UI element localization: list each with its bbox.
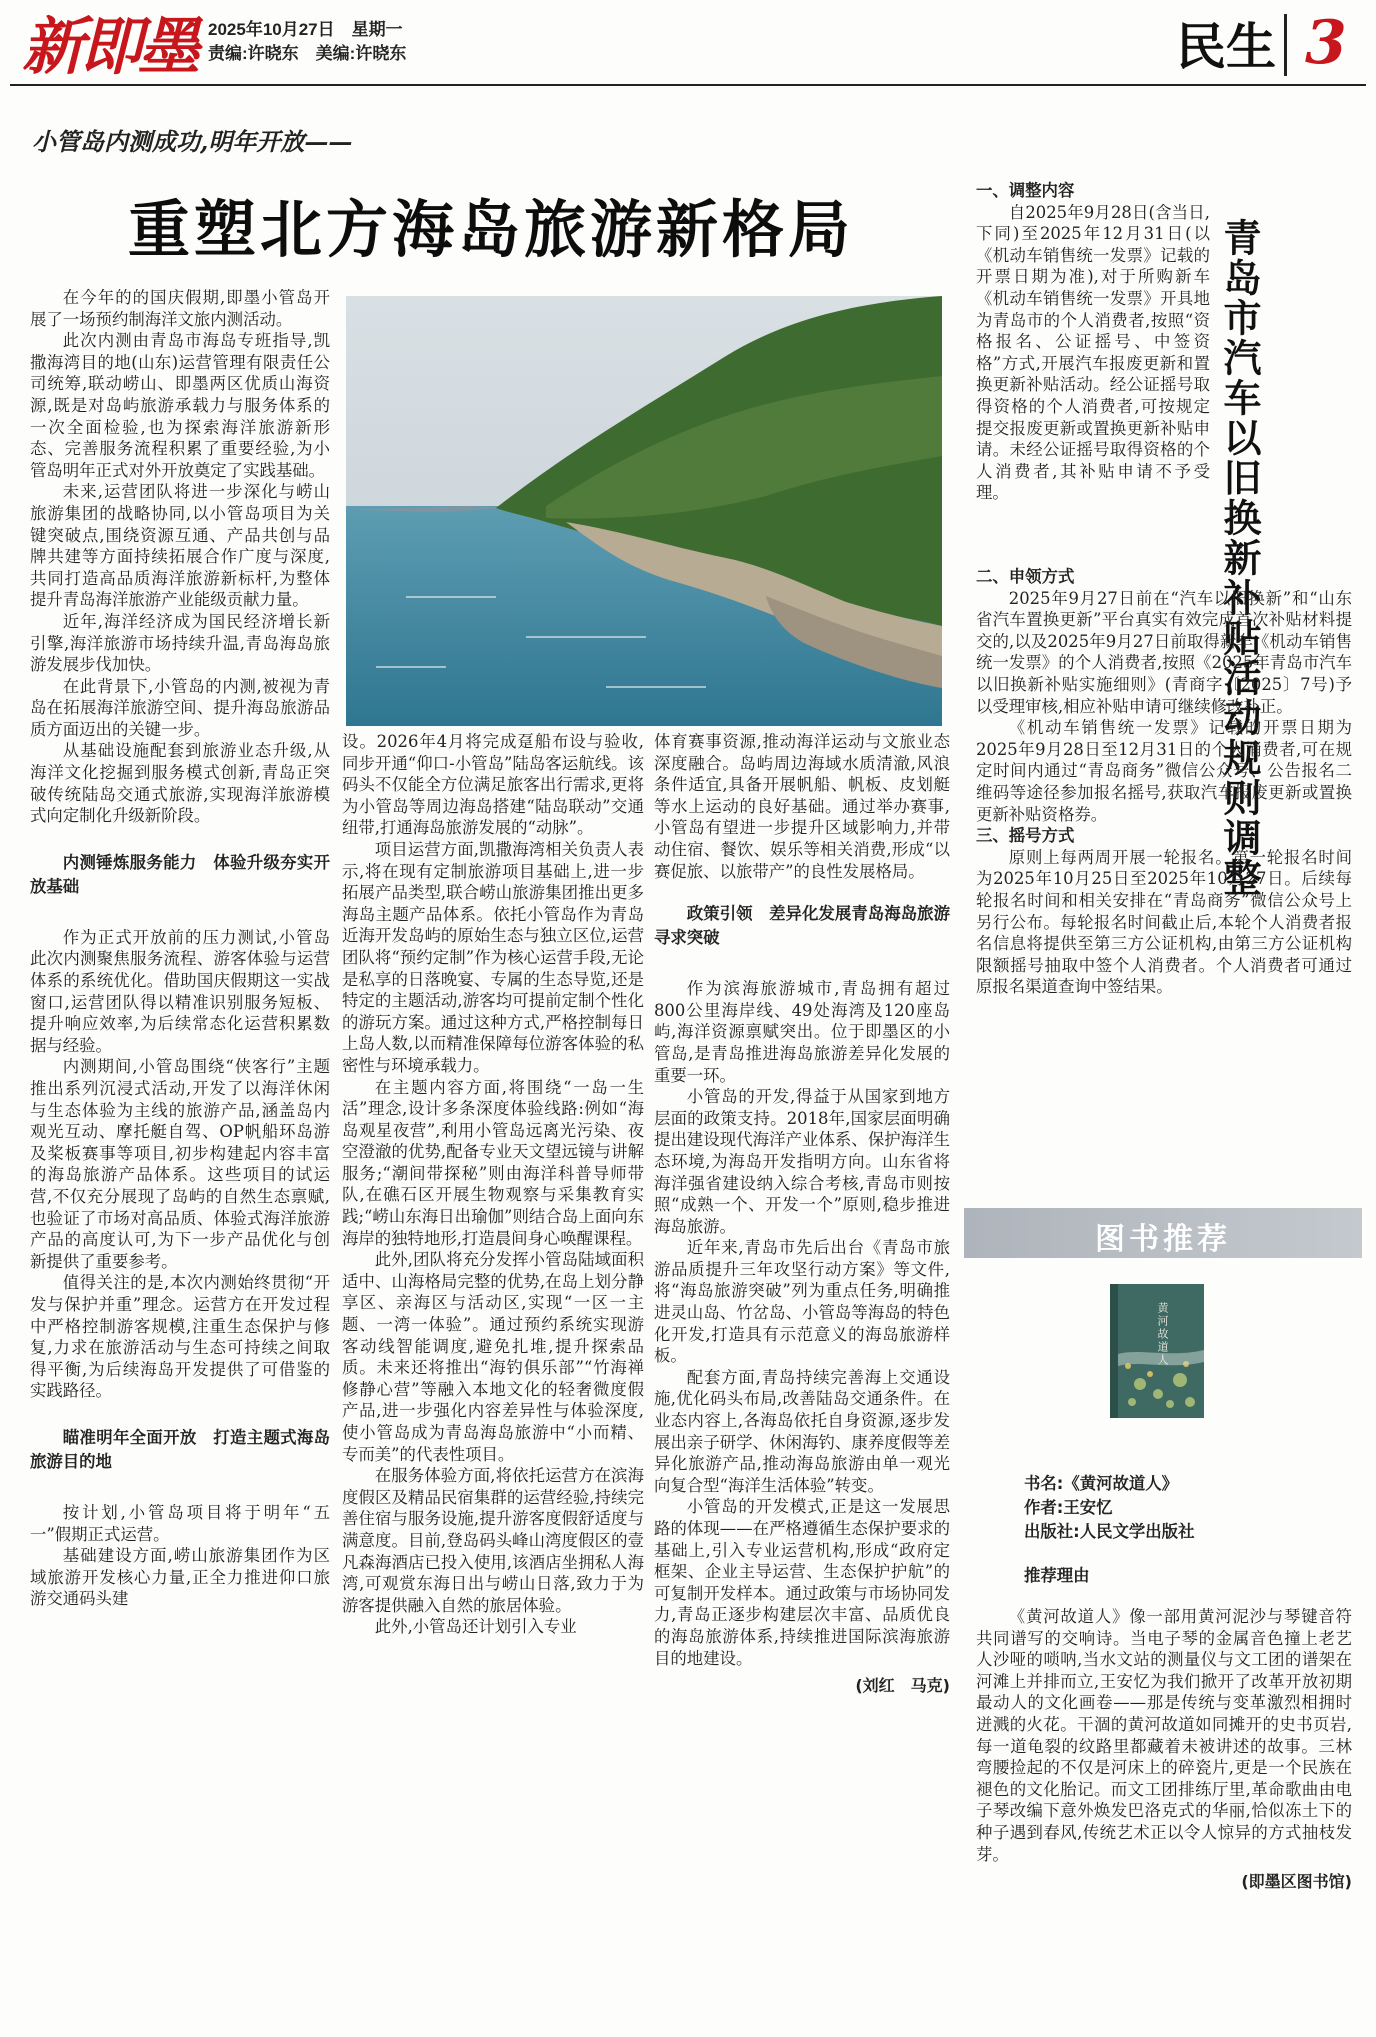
paragraph: 基础建设方面,崂山旅游集团作为区域旅游开发核心力量,正全力推进仰口旅游交通码头建 [30,1546,330,1609]
book-reason-heading: 推荐理由 [1024,1566,1090,1585]
notice-column-top [976,180,1210,504]
page-number: 3 [1305,8,1347,78]
article-headline: 重塑北方海岛旅游新格局 [128,193,855,266]
article-column-1 [30,287,330,1610]
section-name: 民生 [1176,18,1276,76]
editors-line: 责编:许晓东 美编:许晓东 [208,44,407,63]
book-info [1024,1472,1194,1588]
paragraph: 《机动车销售统一发票》记载的开票日期为2025年9月28日至12月31日的个人消费者,可在规定时间内通过“青岛商务”微信公众号、公告报名二维码等途径参加报名摇号,获取汽车报废更新或置换更新补贴资格券。 [976,718,1352,824]
book-signature: (即墨区图书馆) [1241,1872,1352,1892]
paragraph: 未来,运营团队将进一步深化与崂山旅游集团的战略协同,以小管岛项目为关键突破点,围绕资源互通、产品共创与品牌共建等方面持续拓展合作广度与深度,共同打造高品质海洋旅游新标杆,为整体提升青岛海洋旅游产业能级贡献力量。 [30,482,330,610]
paragraph: 值得关注的是,本次内测始终贯彻“开发与保护并重”理念。运营方在开发过程中严格控制游客规模,注重生态保护与修复,力求在旅游活动与生态可持续之间取得平衡,为后续海岛开发提供了可借鉴的实践路径。 [30,1273,330,1401]
article-column-2 [342,731,644,1638]
subheading-service: 内测锤炼服务能力 体验升级夯实开放基础 [30,852,330,896]
paragraph: 从基础设施配套到旅游业态升级,从海洋文化挖掘到服务模式创新,青岛正突破传统陆岛交通式旅游,实现海洋旅游模式向定制化升级新阶段。 [30,741,330,826]
paragraph: 《黄河故道人》像一部用黄河泥沙与琴键音符共同谱写的交响诗。当电子琴的金属音色撞上老艺人沙哑的唢呐,当水文站的测量仪与文工团的谱架在河滩上并排而立,王安忆为我们掀开了改革开放初期最动人的文化画卷——那是传统与变革激烈相拥时迸溅的火花。干涸的黄河故道如同摊开的史书页岩,每一道龟裂的纹路里都藏着未被讲述的故事。三林弯腰捡起的不仅是河床上的碎瓷片,更是一个民族在褪色的文化胎记。而文工团排练厅里,革命歌曲由电子琴改编下意外焕发巴洛克式的华丽,恰似冻土下的种子遇到春风,传统艺术正以令人惊异的方式抽枝发芽。 [976,1607,1352,1864]
paragraph: 此次内测由青岛市海岛专班指导,凯撒海湾目的地(山东)运营管理有限责任公司统筹,联动崂山、即墨两区优质山海资源,既是对岛屿旅游承载力与服务体系的一次全面检验,也为探索海洋旅游新形态、完善服务流程积累了重要经验,为小管岛明年正式对外开放奠定了实践基础。 [30,331,330,480]
paragraph: 作为滨海旅游城市,青岛拥有超过800公里海岸线、49处海湾及120座岛屿,海洋资源禀赋突出。位于即墨区的小管岛,是青岛推进海岛旅游差异化发展的重要一环。 [654,979,950,1085]
subheading-open: 瞄准明年全面开放 打造主题式海岛旅游目的地 [30,1427,330,1471]
issue-date: 2025年10月27日 星期一 [208,20,403,39]
book-title-line: 书名:《黄河故道人》 [1024,1474,1179,1493]
paragraph: 近年,海洋经济成为国民经济增长新引擎,海洋旅游市场持续升温,青岛海岛旅游发展步伐加快。 [30,611,330,675]
book-cover-title: 黄河故道人 [1156,1302,1169,1367]
paragraph: 在今年的的国庆假期,即墨小管岛开展了一场预约制海洋文旅内测活动。 [30,288,330,329]
island-photo [346,296,942,726]
book-section-title: 图书推荐 [1095,1222,1231,1257]
paragraph: 在服务体验方面,将依托运营方在滨海度假区及精品民宿集群的运营经验,持续完善住宿与服务设施,提升游客度假舒适度与满意度。目前,登岛码头峰山湾度假区的壹凡森海酒店已投入使用,该酒店坐拥私人海湾,可观赏东海日出与崂山日落,致力于为游客提供融入自然的旅居体验。 [342,1466,644,1615]
notice-column-wide [976,566,1352,998]
article-column-3 [654,731,950,1697]
island-photo-graphic [346,296,942,726]
paragraph: 自2025年9月28日(含当日,下同)至2025年12月31日(以《机动车销售统一发票》记载的开票日期为准),对于所购新车《机动车销售统一发票》开具地为青岛市的个人消费者,按照“资格报名、公证摇号、中签资格”方式,开展汽车报废更新和置换更新补贴活动。经公证摇号取得资格的个人消费者,可按规定提交报废更新或置换更新补贴申请。未经公证摇号取得资格的个人消费者,其补贴申请不予受理。 [976,202,1210,503]
paragraph: 2025年9月27日前在“汽车以旧换新”和“山东省汽车置换更新”平台真实有效完成首次补贴材料提交的,以及2025年9月27日前取得新车《机动车销售统一发票》的个人消费者,按照《2025年青岛市汽车以旧换新补贴实施细则》(青商字〔2025〕7号)予以受理审核,相应补贴申请可继续修改补正。 [976,588,1352,716]
paragraph: 在此背景下,小管岛的内测,被视为青岛在拓展海洋旅游空间、提升海岛旅游品质方面迈出的关键一步。 [30,676,330,739]
notice-section-2: 二、申领方式 [976,567,1075,586]
book-author-line: 作者:王安忆 [1024,1498,1113,1517]
paragraph: 小管岛的开发模式,正是这一发展思路的体现——在严格遵循生态保护要求的基础上,引入专业运营机构,形成“政府定框架、企业主导运营、生态保护护航”的可复制开发样本。通过政策与市场协同发力,青岛正逐步构建层次丰富、品质优良的海岛旅游体系,持续推进国际滨海旅游目的地建设。 [654,1497,950,1668]
subheading-policy: 政策引领 差异化发展青岛海岛旅游寻求突破 [654,904,950,948]
paragraph: 按计划,小管岛项目将于明年“五一”假期正式运营。 [30,1502,330,1544]
paragraph: 此外,团队将充分发挥小管岛陆域面积适中、山海格局完整的优势,在岛上划分静享区、亲海区与活动区,实现“一区一主题、一湾一体验”。通过预约系统实现游客动线智能调度,避免扎堆,提升探索品质。未来还将推出“海钓俱乐部”“竹海禅修静心营”等融入本地文化的轻奢微度假产品,进一步强化内容差异性与体验深度,使小管岛成为青岛海岛旅游中“小而精、专而美”的代表性项目。 [342,1250,644,1464]
notice-section-3: 三、摇号方式 [976,826,1075,846]
paragraph: 小管岛的开发,得益于从国家到地方层面的政策支持。2018年,国家层面明确提出建设现代海洋产业体系、保护海洋生态环境,为海岛开发指明方向。山东省将海洋强省建设纳入综合考核,青岛市则按照“成熟一个、开发一个”原则,稳步推进海岛旅游。 [654,1087,950,1236]
masthead-divider [1284,14,1287,76]
paragraph: 近年来,青岛市先后出台《青岛市旅游品质提升三年攻坚行动方案》等文件,将“海岛旅游突破”列为重点任务,明确推进灵山岛、竹岔岛、小管岛等海岛的特色化开发,打造具有示范意义的海岛旅游样板。 [654,1238,950,1366]
masthead-rule [10,84,1366,86]
book-publisher-line: 出版社:人民文学出版社 [1024,1522,1195,1541]
masthead-meta [208,18,406,66]
paragraph: 此外,小管岛还计划引入专业 [374,1617,577,1637]
paragraph: 项目运营方面,凯撒海湾相关负责人表示,将在现有定制旅游项目基础上,进一步拓展产品类型,联合崂山旅游集团推出更多海岛主题产品体系。依托小管岛作为青岛近海开发岛屿的原始生态与独立区位,运营团队将“预约定制”作为核心运营手段,无论是私享的日落晚宴、专属的生态导览,还是特定的主题活动,游客均可提前定制个性化的游玩方案。通过这种方式,严格控制每日上岛人数,以而精准保障每位游客体验的私密性与环境承载力。 [342,839,644,1075]
paragraph: 配套方面,青岛持续完善海上交通设施,优化码头布局,改善陆岛交通条件。在业态内容上,各海岛依托自身资源,逐步发展出亲子研学、休闲海钓、康养度假等差异化旅游产品,推动海岛旅游由单一观光向复合型“海洋生活体验”转变。 [654,1367,950,1495]
paragraph: 在主题内容方面,将围绕“一岛一生活”理念,设计多条深度体验线路:例如“海岛观星夜营”,利用小管岛远离光污染、夜空澄澈的优势,配备专业天文望远镜与讲解服务;“潮间带探秘”则由海洋科普导师带队,在礁石区开展生物观察与采集教育实践;“崂山东海日出瑜伽”则结合岛上面向东海岸的独特地形,打造晨间身心唤醒课程。 [342,1077,644,1248]
newspaper-logo: 新即墨 [22,10,197,83]
paragraph: 内测期间,小管岛围绕“侠客行”主题推出系列沉浸式活动,开发了以海洋休闲与生态体验为主线的旅游产品,涵盖岛内观光互动、摩托艇自驾、OP帆船环岛游及桨板赛事等项目,初步构建起内容丰富的海岛旅游产品体系。这些项目的试运营,不仅充分展现了岛屿的自然生态禀赋,也验证了市场对高品质、体验式海洋旅游产品的高度认可,为下一步产品优化与创新提供了重要参考。 [30,1057,330,1271]
notice-section-1: 一、调整内容 [976,181,1075,200]
book-section-header [964,1208,1362,1258]
notice-title: 青岛市汽车以旧换新补贴活动规则调整 [1217,218,1261,898]
article-kicker: 小管岛内测成功,明年开放—— [32,127,353,156]
book-reason [976,1606,1352,1893]
article-byline: (刘红 马克) [855,1676,950,1696]
paragraph: 体育赛事资源,推动海洋运动与文旅业态深度融合。岛屿周边海域水质清澈,风浪条件适宜,具备开展帆船、帆板、皮划艇等水上运动的良好基础。通过举办赛事,小管岛有望进一步提升区域影响力,并带动住宿、餐饮、娱乐等相关消费,形成“以赛促旅、以旅带产”的良性发展格局。 [654,732,950,881]
paragraph: 作为正式开放前的压力测试,小管岛此次内测聚焦服务流程、游客体验与运营体系的系统优化。借助国庆假期这一实战窗口,运营团队得以精准识别服务短板、提升响应效率,为后续常态化运营积累数据与经验。 [30,927,330,1055]
paragraph: 原则上每两周开展一轮报名。第一轮报名时间为2025年10月25日至2025年10月27日。后续每轮报名时间和相关安排在“青岛商务”微信公众号上另行公布。每轮报名时间截止后,本轮个人消费者报名信息将提供至第三方公证机构,由第三方公证机构限额摇号抽取中签个人消费者。个人消费者可通过原报名渠道查询中签结果。 [976,847,1352,997]
paragraph: 设。2026年4月将完成趸船布设与验收,同步开通“仰口-小管岛”陆岛客运航线。该码头不仅能全方位满足旅客出行需求,更将为小管岛等周边海岛搭建“陆岛联动”交通纽带,打通海岛旅游发展的“动脉”。 [342,732,644,838]
book-cover [1110,1284,1204,1418]
